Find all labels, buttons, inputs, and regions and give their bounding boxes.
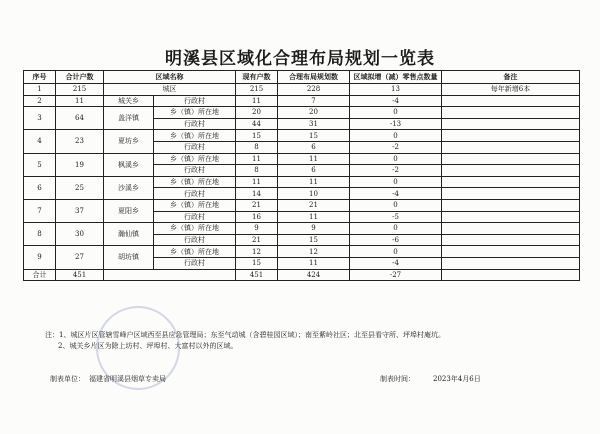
cell-current: 11 — [236, 153, 278, 165]
cell-planned: 11 — [278, 153, 350, 165]
cell-total: 215 — [56, 84, 104, 96]
cell-total: 27 — [56, 246, 104, 269]
table-row — [24, 107, 580, 119]
cell-change: -2 — [350, 141, 442, 153]
cell-remark — [442, 141, 580, 153]
cell-planned: 7 — [278, 95, 350, 107]
footer-unit — [50, 374, 166, 384]
plan-table — [23, 70, 580, 281]
cell-remark — [442, 257, 580, 269]
cell-town: 沙溪乡 — [104, 176, 154, 199]
cell-no: 5 — [24, 153, 56, 176]
cell-total: 19 — [56, 153, 104, 176]
cell-town: 夏坊乡 — [104, 130, 154, 153]
cell-total: 25 — [56, 176, 104, 199]
table-row — [24, 246, 580, 258]
cell-planned: 228 — [278, 84, 350, 96]
cell-remark — [442, 130, 580, 142]
cell-area-type: 乡（镇）所在地 — [154, 246, 236, 258]
cell-total-planned: 424 — [278, 269, 350, 281]
cell-current: 215 — [236, 84, 278, 96]
cell-current: 11 — [236, 95, 278, 107]
header-change: 区域拟增（减）零售点数量 — [350, 71, 442, 84]
cell-total: 64 — [56, 107, 104, 130]
cell-no: 1 — [24, 84, 56, 96]
cell-total: 30 — [56, 223, 104, 246]
table-row — [24, 199, 580, 211]
cell-change: -2 — [350, 165, 442, 177]
cell-no: 3 — [24, 107, 56, 130]
cell-change: 13 — [350, 84, 442, 96]
cell-area-type: 行政村 — [154, 141, 236, 153]
cell-area-type: 乡（镇）所在地 — [154, 176, 236, 188]
cell-current: 21 — [236, 234, 278, 246]
cell-remark — [442, 246, 580, 258]
cell-change: 0 — [350, 176, 442, 188]
cell-current: 21 — [236, 199, 278, 211]
cell-remark — [442, 176, 580, 188]
cell-total-sum: 451 — [56, 269, 104, 281]
header-planned: 合理布局规划数 — [278, 71, 350, 84]
cell-area: 城区 — [104, 84, 236, 96]
table-total-row — [24, 269, 580, 281]
header-remark: 备注 — [442, 71, 580, 84]
table-row — [24, 130, 580, 142]
table-row — [24, 223, 580, 235]
cell-town: 夏阳乡 — [104, 199, 154, 222]
cell-change: -13 — [350, 118, 442, 130]
cell-change: -4 — [350, 188, 442, 200]
cell-total-current: 451 — [236, 269, 278, 281]
cell-total: 23 — [56, 130, 104, 153]
cell-town: 瀚仙镇 — [104, 223, 154, 246]
cell-remark — [442, 223, 580, 235]
cell-planned: 11 — [278, 257, 350, 269]
header-no: 序号 — [24, 71, 56, 84]
cell-area-type: 行政村 — [154, 211, 236, 223]
cell-current: 8 — [236, 165, 278, 177]
cell-planned: 11 — [278, 176, 350, 188]
cell-current: 20 — [236, 107, 278, 119]
cell-current: 15 — [236, 257, 278, 269]
cell-change: 0 — [350, 153, 442, 165]
cell-planned: 11 — [278, 211, 350, 223]
cell-town: 盖洋镇 — [104, 107, 154, 130]
cell-planned: 20 — [278, 107, 350, 119]
document-title: 明溪县区域化合理布局规划一览表 — [165, 49, 435, 69]
cell-area-type: 乡（镇）所在地 — [154, 107, 236, 119]
cell-empty — [104, 269, 236, 281]
cell-area-type: 乡（镇）所在地 — [154, 130, 236, 142]
cell-change: 0 — [350, 107, 442, 119]
cell-remark — [442, 165, 580, 177]
cell-no: 6 — [24, 176, 56, 199]
cell-area-type: 行政村 — [154, 95, 236, 107]
unit-label: 制表单位： — [50, 375, 85, 383]
cell-planned: 9 — [278, 223, 350, 235]
cell-no: 2 — [24, 95, 56, 107]
cell-no: 9 — [24, 246, 56, 269]
cell-planned: 21 — [278, 199, 350, 211]
table-row — [24, 176, 580, 188]
cell-total-label: 合计 — [24, 269, 56, 281]
table-row — [24, 95, 580, 107]
cell-change: 0 — [350, 223, 442, 235]
cell-change: 0 — [350, 246, 442, 258]
cell-change: -4 — [350, 257, 442, 269]
cell-remark: 每年新增6本 — [442, 84, 580, 96]
cell-remark — [442, 234, 580, 246]
cell-no: 4 — [24, 130, 56, 153]
cell-town: 胡坊镇 — [104, 246, 154, 269]
table-row — [24, 84, 580, 96]
cell-current: 11 — [236, 176, 278, 188]
unit-name: 福建省明溪县烟草专卖局 — [89, 375, 166, 383]
cell-area-type: 行政村 — [154, 165, 236, 177]
cell-area-type: 行政村 — [154, 118, 236, 130]
cell-area-type: 乡（镇）所在地 — [154, 199, 236, 211]
cell-current: 14 — [236, 188, 278, 200]
cell-planned: 6 — [278, 141, 350, 153]
cell-current: 16 — [236, 211, 278, 223]
cell-change: -6 — [350, 234, 442, 246]
cell-current: 9 — [236, 223, 278, 235]
cell-total-change: -27 — [350, 269, 442, 281]
table-body — [24, 84, 580, 270]
cell-town: 城关乡 — [104, 95, 154, 107]
cell-area-type: 行政村 — [154, 188, 236, 200]
cell-planned: 15 — [278, 130, 350, 142]
cell-current: 12 — [236, 246, 278, 258]
cell-no: 8 — [24, 223, 56, 246]
cell-total: 11 — [56, 95, 104, 107]
date-label: 制表时间： — [380, 375, 415, 383]
cell-change: -4 — [350, 95, 442, 107]
cell-change: 0 — [350, 130, 442, 142]
table-header-row — [24, 71, 580, 84]
cell-remark — [442, 153, 580, 165]
cell-change: -5 — [350, 211, 442, 223]
cell-change: 0 — [350, 199, 442, 211]
cell-no: 7 — [24, 199, 56, 222]
cell-current: 15 — [236, 130, 278, 142]
cell-empty — [442, 269, 580, 281]
date-value: 2023年4月6日 — [433, 375, 481, 383]
cell-planned: 12 — [278, 246, 350, 258]
cell-town: 枫溪乡 — [104, 153, 154, 176]
cell-remark — [442, 107, 580, 119]
cell-planned: 15 — [278, 234, 350, 246]
table-row — [24, 153, 580, 165]
cell-remark — [442, 118, 580, 130]
note-1: 注：1、城区片区管辖雪峰户区域西至县应急管理局；东至气动城（含碧桂园区域）；南至紫岭社区；北至县看守所、坪埠村庵坑。 — [45, 331, 445, 339]
cell-planned: 6 — [278, 165, 350, 177]
cell-current: 44 — [236, 118, 278, 130]
cell-planned: 10 — [278, 188, 350, 200]
header-total: 合计户数 — [56, 71, 104, 84]
cell-remark — [442, 188, 580, 200]
header-area: 区域名称 — [104, 71, 236, 84]
cell-planned: 31 — [278, 118, 350, 130]
header-current: 现有户数 — [236, 71, 278, 84]
cell-remark — [442, 199, 580, 211]
cell-area-type: 行政村 — [154, 257, 236, 269]
cell-remark — [442, 211, 580, 223]
cell-area-type: 乡（镇）所在地 — [154, 223, 236, 235]
cell-area-type: 行政村 — [154, 234, 236, 246]
note-2: 2、城关乡片区为除上坊村、坪埠村、大富村以外的区域。 — [58, 341, 238, 350]
cell-remark — [442, 95, 580, 107]
cell-area-type: 乡（镇）所在地 — [154, 153, 236, 165]
footer-date — [380, 374, 481, 384]
cell-current: 8 — [236, 141, 278, 153]
cell-total: 37 — [56, 199, 104, 222]
